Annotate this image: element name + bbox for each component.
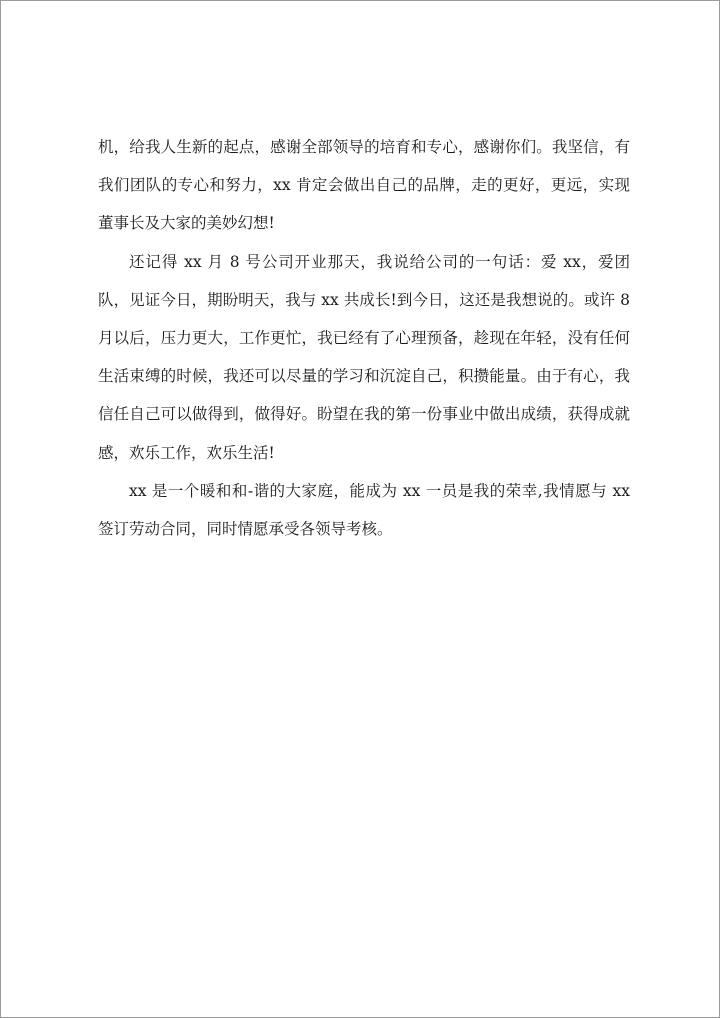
paragraph-contract: xx 是一个暖和和-谐的大家庭，能成为 xx 一员是我的荣幸,我情愿与 xx 签订劳动合同，同时情愿承受各领导考核。 xyxy=(98,481,630,539)
paragraph-continued: 机，给我人生新的起点，感谢全部领导的培育和专心，感谢你们。我坚信，有我们团队的专心和努力，xx 肯定会做出自己的品牌，走的更好，更远，实现董事长及大家的美妙幻想! xyxy=(98,138,630,233)
document-body xyxy=(98,128,630,548)
paragraph-opening-day: 还记得 xx 月 8 号公司开业那天，我说给公司的一句话：爱 xx，爱团队，见证今日，期盼明天，我与 xx 共成长!到今日，这还是我想说的。或许 8 月以后，压力更大，工作更忙，我已经有了心理预备，趁现在年轻，没有任何生活束缚的时候，我还可以尽量的学习和沉淀自己，积攒能量。由于有心，我信任自己可以做得到，做得好。盼望在我的第一份事业中做出成绩，获得成就感，欢乐工作，欢乐生活! xyxy=(98,252,630,462)
